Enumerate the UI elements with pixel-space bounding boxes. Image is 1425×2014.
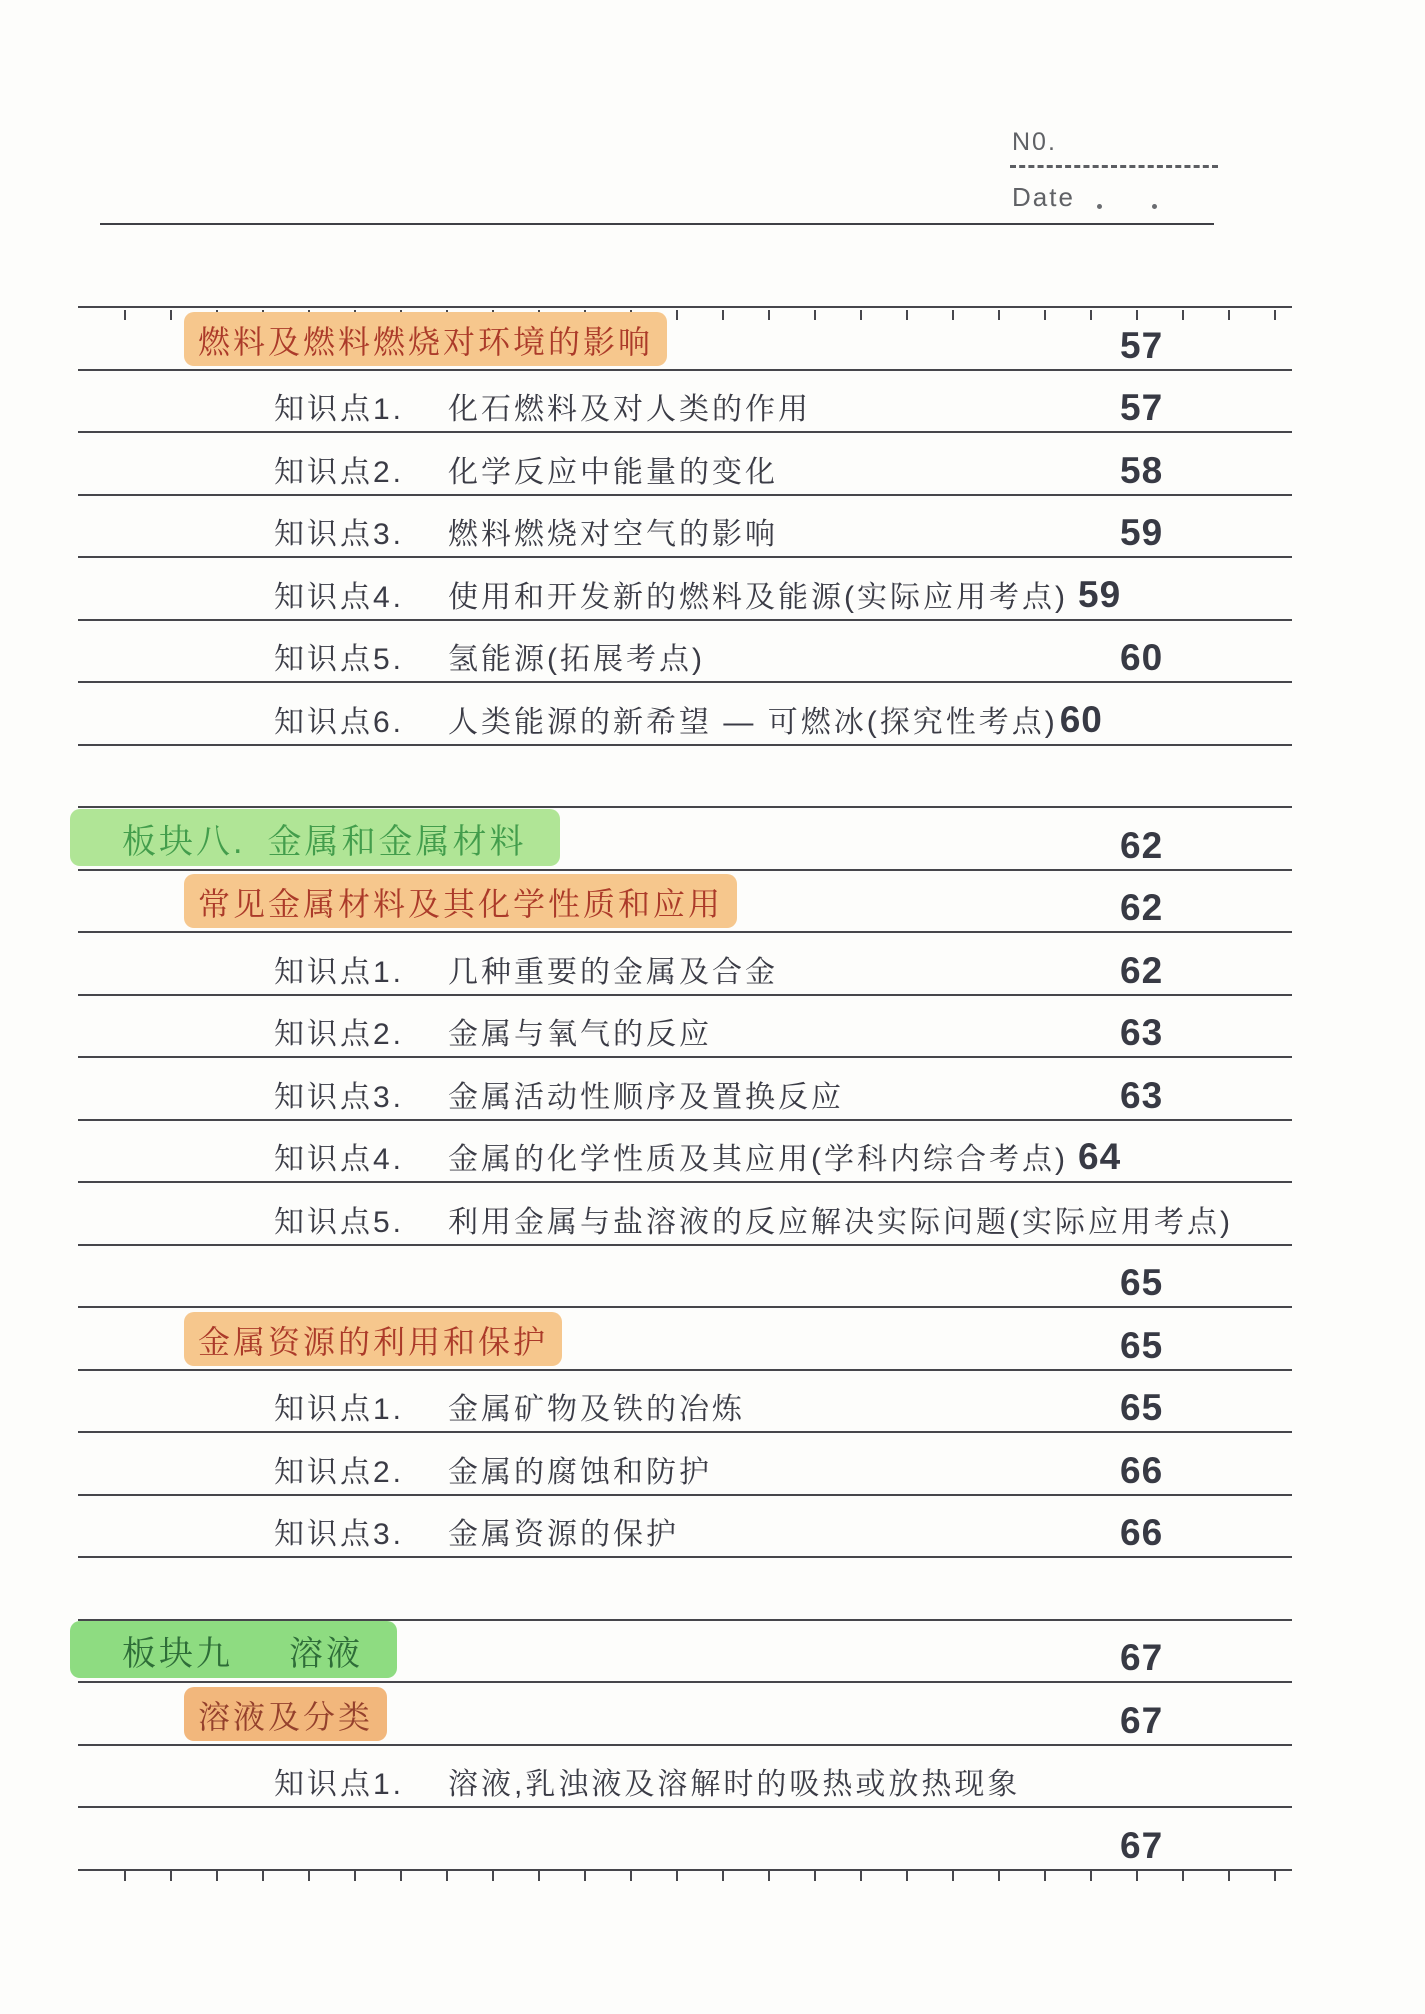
toc-item-term: 知识点4.	[274, 580, 405, 614]
toc-item-label: 利用金属与盐溶液的反应解决实际问题(实际应用考点)	[448, 1205, 1234, 1239]
toc-item-label: 燃料及燃料燃烧对环境的影响	[198, 323, 654, 360]
date-label: Date	[1012, 182, 1075, 212]
toc-row	[78, 371, 1292, 434]
toc-item-label: 燃料燃烧对空气的影响	[448, 518, 779, 551]
toc-row	[78, 621, 1292, 684]
toc-item-term: 知识点3.	[274, 1518, 405, 1551]
highlight	[184, 874, 737, 928]
toc-item-label: 金属与氧气的反应	[448, 1018, 713, 1051]
toc-row	[78, 1808, 1292, 1871]
toc-row	[78, 433, 1292, 496]
page-number: 67	[1120, 1824, 1164, 1866]
toc-item-label: 金属资源的利用和保护	[198, 1323, 549, 1360]
toc-row	[78, 1308, 1292, 1371]
page-number: 59	[1120, 512, 1164, 553]
toc-item-term: 知识点4.	[274, 1143, 405, 1176]
toc-row	[78, 1496, 1292, 1559]
date-separator-dot	[1152, 204, 1157, 209]
toc-row	[78, 1683, 1292, 1746]
toc-row	[78, 683, 1292, 746]
toc-item-label: 金属的化学性质及其应用(学科内综合考点)	[448, 1143, 1069, 1176]
no-label: N0.	[1012, 128, 1057, 156]
toc-item-label: 金属的腐蚀和防护	[448, 1455, 713, 1489]
toc-item-term: 知识点5.	[274, 1205, 405, 1239]
toc-row-blank	[78, 746, 1292, 809]
highlight	[70, 809, 560, 866]
page-number: 65	[1120, 1262, 1164, 1303]
toc-item-label: 化学反应中能量的变化	[448, 455, 779, 489]
toc-row	[78, 871, 1292, 934]
toc-item-term: 知识点1.	[274, 393, 405, 426]
page-number: 65	[1120, 1387, 1164, 1428]
header-margin-line	[100, 223, 1214, 225]
page-number: 59	[1078, 573, 1122, 615]
toc-row	[78, 1058, 1292, 1121]
toc-item-label: 金属资源的保护	[448, 1518, 680, 1551]
ruler-ticks-bottom	[80, 1871, 1290, 1881]
page-number: 62	[1120, 824, 1164, 866]
page-number: 62	[1120, 887, 1164, 928]
page-number: 58	[1120, 449, 1164, 491]
toc-item-label: 化石燃料及对人类的作用	[448, 393, 812, 426]
highlight	[184, 1687, 387, 1741]
page-number: 57	[1120, 324, 1164, 366]
toc-row	[78, 1746, 1292, 1809]
no-dashed-line	[1010, 165, 1218, 168]
page-number: 60	[1059, 698, 1103, 740]
highlight	[70, 1621, 397, 1678]
toc-row	[78, 308, 1292, 371]
toc-item-label: 人类能源的新希望 — 可燃冰(探究性考点)	[448, 705, 1058, 739]
toc-row	[78, 1433, 1292, 1496]
toc-item-label: 常见金属材料及其化学性质和应用	[198, 886, 724, 922]
toc-item-label: 几种重要的金属及合金	[448, 955, 779, 989]
toc-item-label: 溶液,乳浊液及溶解时的吸热或放热现象	[448, 1768, 1021, 1801]
date-separator-dot	[1097, 204, 1102, 209]
page-number: 67	[1120, 1637, 1164, 1678]
page-number: 63	[1120, 1012, 1164, 1053]
page-number: 67	[1120, 1699, 1164, 1741]
highlight	[184, 312, 667, 366]
toc-row-blank	[78, 1558, 1292, 1621]
toc-row	[78, 1371, 1292, 1434]
page-number: 60	[1120, 637, 1164, 678]
toc-item-term: 知识点5.	[274, 643, 405, 676]
toc-item-label: 金属矿物及铁的冶炼	[448, 1393, 746, 1426]
toc-item-label: 溶液及分类	[198, 1698, 374, 1735]
toc-item-term: 知识点2.	[274, 1455, 405, 1489]
highlight	[184, 1312, 562, 1366]
toc-item-term: 板块九	[122, 1635, 233, 1673]
toc-item-term: 知识点6.	[274, 705, 405, 739]
toc-item-label: 金属和金属材料	[267, 822, 527, 861]
toc-row	[78, 808, 1292, 871]
toc-ruled-area	[78, 306, 1292, 1871]
page-number: 57	[1120, 387, 1164, 428]
page-number: 65	[1120, 1324, 1164, 1366]
toc-item-term: 板块八.	[122, 822, 246, 861]
toc-row	[78, 558, 1292, 621]
page-number: 66	[1120, 1449, 1164, 1491]
toc-row	[78, 1121, 1292, 1184]
toc-item-term: 知识点3.	[274, 1080, 405, 1114]
toc-item-term: 知识点3.	[274, 518, 405, 551]
toc-row	[78, 1246, 1292, 1309]
page-number: 66	[1120, 1512, 1164, 1553]
toc-item-label: 溶液	[289, 1635, 363, 1673]
toc-row	[78, 1183, 1292, 1246]
toc-item-term: 知识点2.	[274, 455, 405, 489]
page-number: 62	[1120, 949, 1164, 991]
toc-row	[78, 1621, 1292, 1684]
toc-row	[78, 933, 1292, 996]
toc-row	[78, 996, 1292, 1059]
toc-item-label: 金属活动性顺序及置换反应	[448, 1080, 845, 1114]
toc-item-label: 氢能源(拓展考点)	[448, 643, 706, 676]
page-number: 64	[1078, 1136, 1122, 1177]
toc-item-term: 知识点2.	[274, 1018, 405, 1051]
toc-item-label: 使用和开发新的燃料及能源(实际应用考点)	[448, 580, 1069, 614]
toc-row	[78, 496, 1292, 559]
toc-item-term: 知识点1.	[274, 1393, 405, 1426]
page-number: 63	[1120, 1074, 1164, 1116]
toc-item-term: 知识点1.	[274, 955, 405, 989]
toc-item-term: 知识点1.	[274, 1768, 405, 1801]
